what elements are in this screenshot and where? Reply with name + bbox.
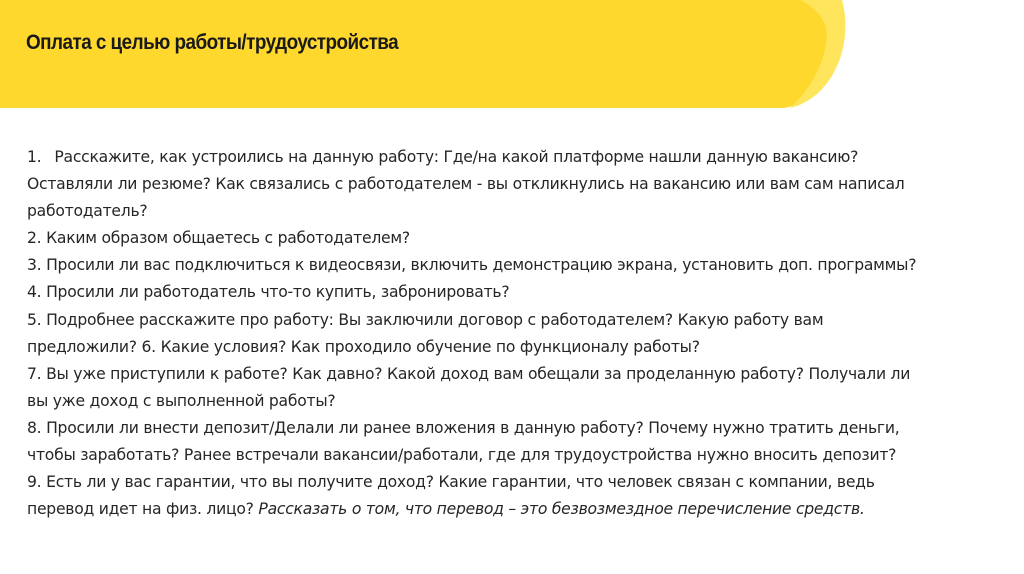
questions-list: [27, 144, 977, 523]
question-1-number: 1.: [27, 148, 42, 166]
question-1-line-1: [27, 144, 977, 171]
question-8-line-2: чтобы заработать? Ранее встречали вакансии/работали, где для трудоустройства нужно вносить депозит?: [27, 446, 897, 465]
question-9-italic-note: Рассказать о том, что перевод – это безвозмездное перечисление средств.: [258, 500, 865, 519]
question-7-line-1: 7. Вы уже приступили к работе? Как давно? Какой доход вам обещали за проделанную работу? Получали ли: [27, 364, 911, 383]
question-8-line-1: 8. Просили ли внести депозит/Делали ли ранее вложения в данную работу? Почему нужно тратить деньги,: [27, 418, 900, 437]
question-9-line-2: [27, 496, 977, 523]
slide-title: Оплата с целью работы/трудоустройства: [26, 31, 399, 54]
question-3: 3. Просили ли вас подключиться к видеосвязи, включить демонстрацию экрана, установить доп. программы?: [27, 256, 917, 275]
question-2: 2. Каким образом общаетесь с работодателем?: [27, 229, 410, 248]
question-1-text: Расскажите, как устроились на данную работу: Где/на какой платформе нашли данную вакансию?: [54, 148, 859, 166]
question-9-text: перевод идет на физ. лицо?: [27, 500, 259, 519]
question-1-line-3: работодатель?: [27, 202, 148, 221]
question-5-line-1: 5. Подробнее расскажите про работу: Вы заключили договор с работодателем? Какую работу вам: [27, 310, 824, 329]
question-7-line-2: вы уже доход с выполненной работы?: [27, 391, 336, 410]
question-5-line-2: предложили? 6. Какие условия? Как проходило обучение по функционалу работы?: [27, 337, 700, 356]
question-4: 4. Просили ли работодатель что-то купить, забронировать?: [27, 283, 510, 302]
question-1-line-2: Оставляли ли резюме? Как связались с работодателем - вы откликнулись на вакансию или вам сам написал: [27, 175, 905, 194]
question-9-line-1: 9. Есть ли у вас гарантии, что вы получите доход? Какие гарантии, что человек связан с компании, ведь: [27, 473, 875, 492]
